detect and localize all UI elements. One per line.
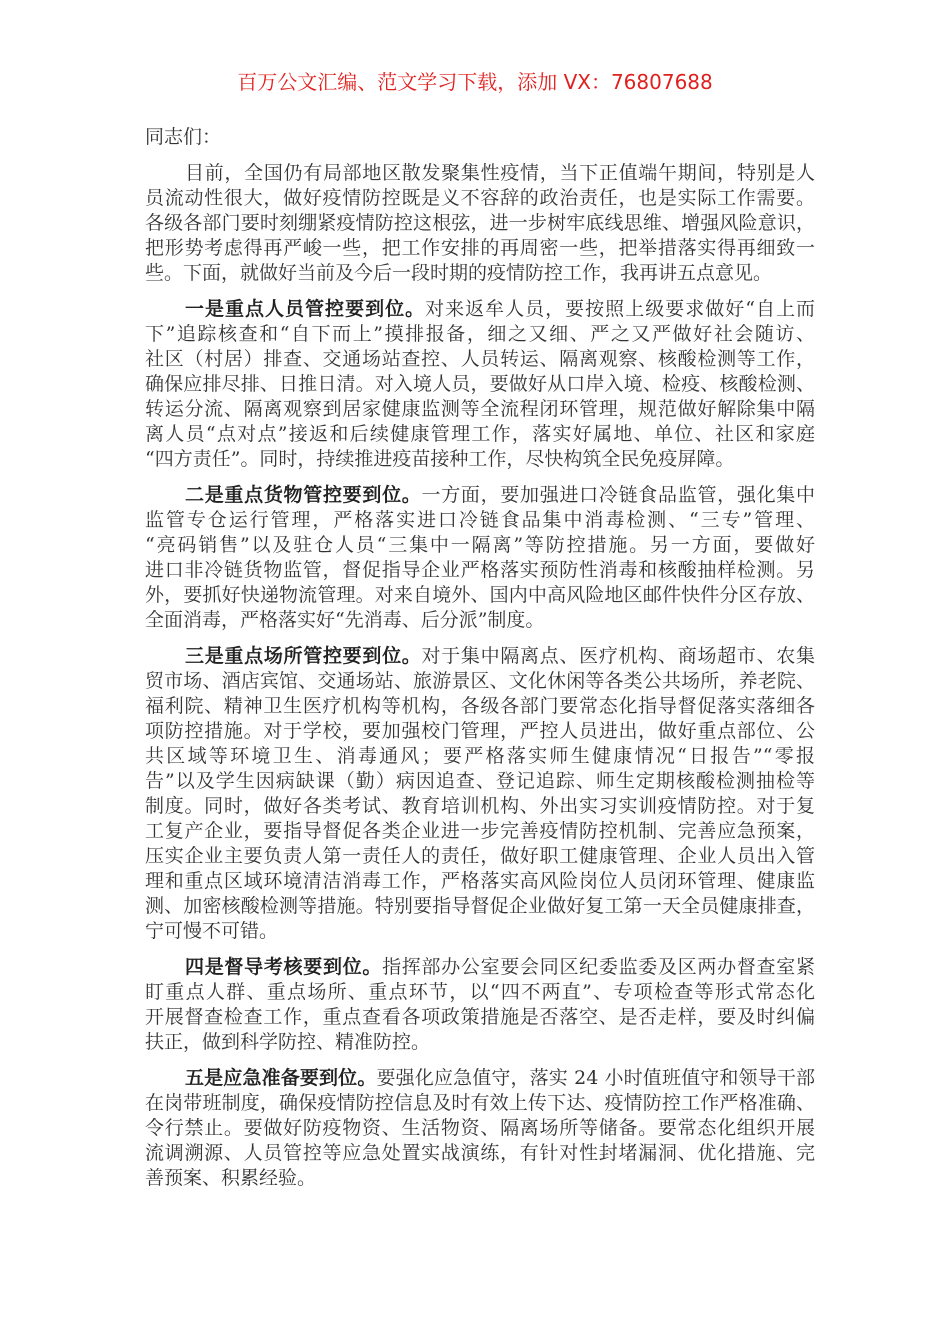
paragraph-line <box>145 508 815 533</box>
line-text: 在岗带班制度，确保疫情防控信息及时有效上传下达、疫情防控工作严格准确、 <box>145 1092 815 1114</box>
paragraph-line <box>145 744 815 769</box>
paragraph-line <box>145 161 815 186</box>
line-text: 测、加密核酸检测等措施。特别要指导督促企业做好复工第一天全员健康排查， <box>145 895 815 917</box>
line-text: “亮码销售”以及驻仓人员“三集中一隔离”等防控措施。另一方面，要做好 <box>145 534 815 556</box>
paragraph-line <box>145 483 815 508</box>
paragraph-line <box>145 844 815 869</box>
paragraph-line <box>145 1030 815 1055</box>
line-text: 转运分流、隔离观察到居家健康监测等全流程闭环管理，规范做好解除集中隔 <box>145 398 815 420</box>
line-text: 开展督查检查工作，重点查看各项政策措施是否落空、是否走样，要及时纠偏 <box>145 1006 815 1028</box>
paragraph-line <box>145 608 815 633</box>
line-text: 流调溯源、人员管控等应急处置实战演练，有针对性封堵漏洞、优化措施、完 <box>145 1142 815 1164</box>
line-text: 全面消毒，严格落实好“先消毒、后分派”制度。 <box>145 609 545 631</box>
paragraph-line <box>145 322 815 347</box>
line-text: 善预案、积累经验。 <box>145 1167 317 1189</box>
line-text: 员流动性很大，做好疫情防控既是义不容辞的政治责任，也是实际工作需要。 <box>145 187 815 209</box>
paragraph-line <box>145 955 815 980</box>
paragraph-line <box>145 422 815 447</box>
line-text: 些。下面，就做好当前及今后一段时期的疫情防控工作，我再讲五点意见。 <box>145 262 773 284</box>
paragraph <box>145 297 815 472</box>
paragraph-line <box>145 919 815 944</box>
paragraph-line <box>145 694 815 719</box>
paragraph-line <box>145 819 815 844</box>
paragraph <box>145 955 815 1055</box>
line-text: 把形势考虑得再严峻一些，把工作安排的再周密一些，把举措落实得再细致一 <box>145 237 815 259</box>
line-text: 确保应排尽排、日推日清。对入境人员，要做好从口岸入境、检疫、核酸检测、 <box>145 373 815 395</box>
greeting: 同志们： <box>145 126 222 148</box>
paragraph-line <box>145 1116 815 1141</box>
paragraph-heading: 五是应急准备要到位。 <box>185 1067 377 1089</box>
paragraph-line <box>145 769 815 794</box>
line-text: 要强化应急值守，落实 24 小时值班值守和领导干部 <box>376 1067 815 1089</box>
paragraph-line <box>145 397 815 422</box>
line-text: 下”追踪核查和“自下而上”摸排报备，细之又细、严之又严做好社会随访、 <box>145 323 815 345</box>
paragraph-line <box>145 186 815 211</box>
line-text: 一方面，要加强进口冷链食品监管，强化集中 <box>421 484 815 506</box>
paragraph-line <box>145 1066 815 1091</box>
line-text: 监管专仓运行管理，严格落实进口冷链食品集中消毒检测、“三专”管理、 <box>145 509 815 531</box>
paragraph-line <box>145 211 815 236</box>
paragraph-line <box>145 583 815 608</box>
paragraph-line <box>145 1141 815 1166</box>
paragraph-line <box>145 347 815 372</box>
line-text: 贸市场、酒店宾馆、交通场站、旅游景区、文化休闲等各类公共场所，养老院、 <box>145 670 815 692</box>
paragraph-line <box>145 1091 815 1116</box>
line-text: 共区域等环境卫生、消毒通风；要严格落实师生健康情况“日报告”“零报 <box>145 745 815 767</box>
paragraph-line <box>145 297 815 322</box>
paragraph-line <box>145 794 815 819</box>
paragraph-line <box>145 669 815 694</box>
paragraph-line <box>145 533 815 558</box>
line-text: 盯重点人群、重点场所、重点环节，以“四不两直”、专项检查等形式常态化 <box>145 981 815 1003</box>
paragraph-line <box>145 372 815 397</box>
watermark-banner: 百万公文汇编、范文学习下载，添加 VX：76807688 <box>237 70 713 94</box>
paragraph-line <box>145 719 815 744</box>
paragraph-line <box>145 869 815 894</box>
document-body <box>145 125 815 1202</box>
paragraph-heading: 四是督导考核要到位。 <box>185 956 383 978</box>
paragraph-heading: 二是重点货物管控要到位。 <box>185 484 422 506</box>
paragraph-line <box>145 980 815 1005</box>
paragraph-line <box>145 894 815 919</box>
line-text: 福利院、精神卫生医疗机构等机构，各级各部门要常态化指导督促落实落细各 <box>145 695 815 717</box>
paragraph-heading: 三是重点场所管控要到位。 <box>185 645 422 667</box>
paragraph-line <box>145 558 815 583</box>
line-text: 指挥部办公室要会同区纪委监委及区两办督查室紧 <box>382 956 815 978</box>
line-text: 目前，全国仍有局部地区散发聚集性疫情，当下正值端午期间，特别是人 <box>185 162 815 184</box>
line-text: 宁可慢不可错。 <box>145 920 279 942</box>
line-text: 外，要抓好快递物流管理。对来自境外、国内中高风险地区邮件快件分区存放、 <box>145 584 815 606</box>
line-text: 项防控措施。对于学校，要加强校门管理，严控人员进出，做好重点部位、公 <box>145 720 815 742</box>
line-text: “四方责任”。同时，持续推进疫苗接种工作，尽快构筑全民免疫屏障。 <box>145 448 735 470</box>
paragraph-line <box>145 236 815 261</box>
paragraph <box>145 1066 815 1191</box>
line-text: 扶正，做到科学防控、精准防控。 <box>145 1031 431 1053</box>
line-text: 离人员“点对点”接返和后续健康管理工作，落实好属地、单位、社区和家庭 <box>145 423 815 445</box>
line-text: 进口非冷链货物监管，督促指导企业严格落实预防性消毒和核酸抽样检测。另 <box>145 559 815 581</box>
paragraph-line <box>145 261 815 286</box>
line-text: 对来返牟人员，要按照上级要求做好“自上而 <box>425 298 815 320</box>
paragraph-line <box>145 447 815 472</box>
paragraph-heading: 一是重点人员管控要到位。 <box>185 298 426 320</box>
paragraph-line <box>145 1005 815 1030</box>
paragraph <box>145 161 815 286</box>
line-text: 制度。同时，做好各类考试、教育培训机构、外出实习实训疫情防控。对于复 <box>145 795 815 817</box>
paragraph <box>145 644 815 944</box>
line-text: 社区（村居）排查、交通场站查控、人员转运、隔离观察、核酸检测等工作， <box>145 348 815 370</box>
line-text: 对于集中隔离点、医疗机构、商场超市、农集 <box>421 645 815 667</box>
line-text: 理和重点区域环境清洁消毒工作，严格落实高风险岗位人员闭环管理、健康监 <box>145 870 815 892</box>
line-text: 工复产企业，要指导督促各类企业进一步完善疫情防控机制、完善应急预案， <box>145 820 815 842</box>
paragraph-line <box>145 644 815 669</box>
line-text: 压实企业主要负责人第一责任人的责任，做好职工健康管理、企业人员出入管 <box>145 845 815 867</box>
line-text: 各级各部门要时刻绷紧疫情防控这根弦，进一步树牢底线思维、增强风险意识， <box>145 212 815 234</box>
paragraph-line <box>145 1166 815 1191</box>
line-text: 令行禁止。要做好防疫物资、生活物资、隔离场所等储备。要常态化组织开展 <box>145 1117 815 1139</box>
line-text: 告”以及学生因病缺课（勤）病因追查、登记追踪、师生定期核酸检测抽检等 <box>145 770 815 792</box>
paragraph <box>145 483 815 633</box>
